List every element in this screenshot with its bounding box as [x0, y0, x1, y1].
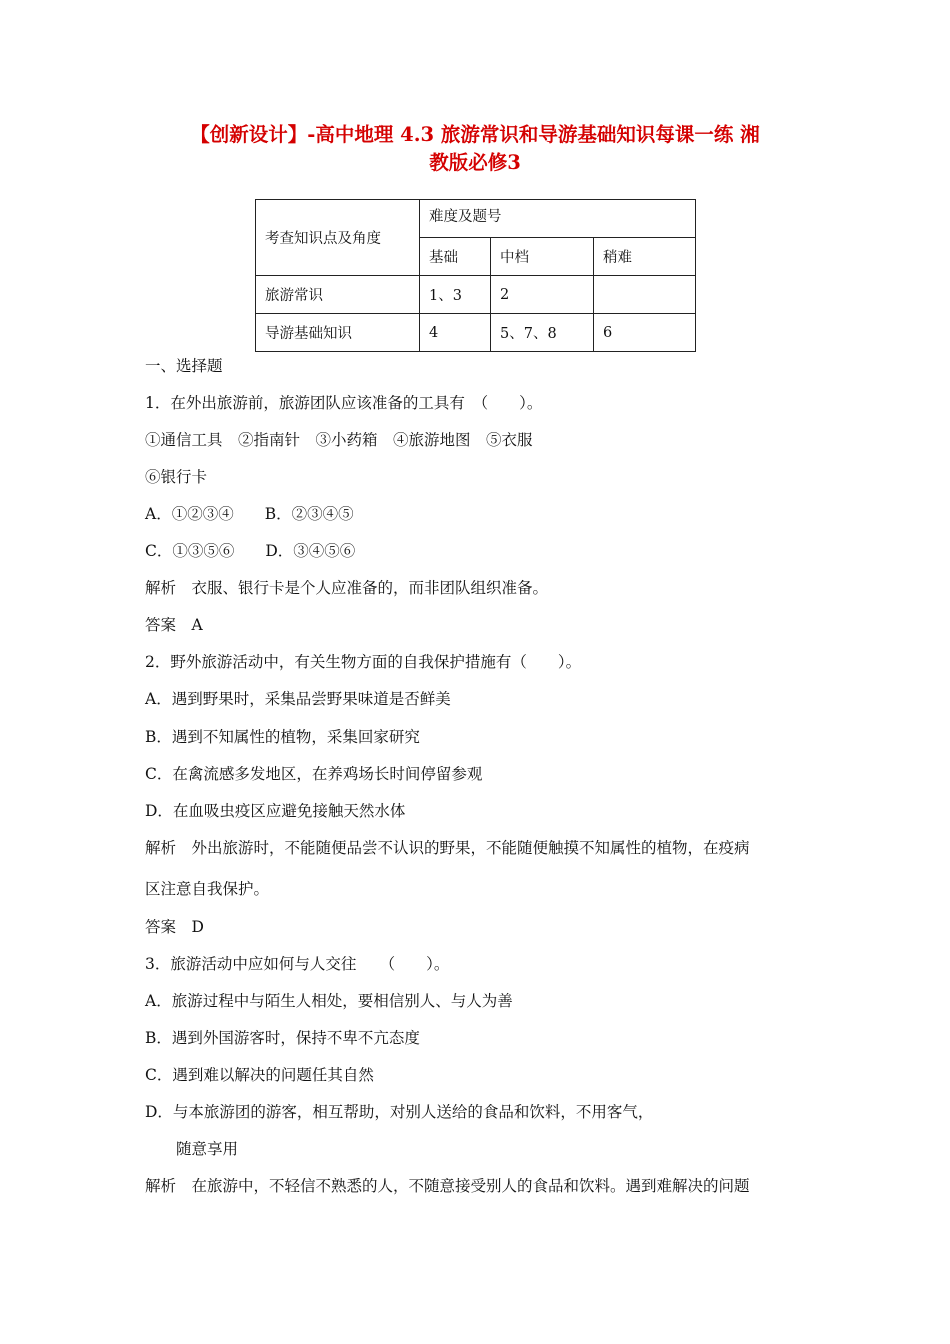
table-row	[256, 276, 696, 314]
question-2-option-c: C．在禽流感多发地区，在养鸡场长时间停留参观	[145, 765, 483, 783]
table-level-hard: 稍难	[594, 238, 696, 276]
title-line-2: 教版必修3	[429, 151, 521, 174]
question-3-option-d-cont: 随意享用	[176, 1140, 239, 1158]
question-1-answer: 答案 A	[145, 616, 203, 634]
title-line-1: 【创新设计】-高中地理 4.3 旅游常识和导游基础知识每课一练 湘	[190, 123, 760, 146]
question-1-options-ab: A．①②③④ B．②③④⑤	[145, 505, 354, 523]
question-3-option-a: A．旅游过程中与陌生人相处，要相信别人、与人为善	[145, 992, 513, 1010]
question-3-analysis: 解析 在旅游中，不轻信不熟悉的人，不随意接受别人的食品和饮料。遇到难解决的问题	[145, 1177, 750, 1195]
question-3-option-b: B．遇到外国游客时，保持不卑不亢态度	[145, 1029, 420, 1047]
table-row	[256, 314, 696, 352]
table-cell-hard: 6	[594, 314, 696, 352]
question-1-analysis: 解析 衣服、银行卡是个人应准备的，而非团队组织准备。	[145, 579, 549, 597]
question-2-stem: 2．野外旅游活动中，有关生物方面的自我保护措施有（ ）。	[145, 653, 582, 671]
table-level-medium: 中档	[491, 238, 594, 276]
question-1-options-cd: C．①③⑤⑥ D．③④⑤⑥	[145, 542, 356, 560]
table-header-difficulty: 难度及题号	[420, 200, 696, 238]
question-2-option-a: A．遇到野果时，采集品尝野果味道是否鲜美	[145, 690, 451, 708]
table-cell-hard	[594, 276, 696, 314]
table-cell-medium: 2	[491, 276, 594, 314]
question-1-items: ①通信工具 ②指南针 ③小药箱 ④旅游地图 ⑤衣服	[145, 431, 533, 449]
table-cell-topic: 导游基础知识	[256, 314, 420, 352]
table-cell-basic: 1、3	[420, 276, 491, 314]
table-level-basic: 基础	[420, 238, 491, 276]
knowledge-difficulty-table	[255, 199, 696, 352]
question-2-answer: 答案 D	[145, 918, 204, 936]
question-2-option-b: B．遇到不知属性的植物，采集回家研究	[145, 728, 420, 746]
question-1-stem: 1．在外出旅游前，旅游团队应该准备的工具有 （ ）。	[145, 394, 543, 412]
table-header-topic: 考查知识点及角度	[256, 200, 420, 276]
table-cell-medium: 5、7、8	[491, 314, 594, 352]
question-3-option-c: C．遇到难以解决的问题任其自然	[145, 1066, 374, 1084]
question-3-stem: 3．旅游活动中应如何与人交往 （ ）。	[145, 955, 450, 973]
question-2-option-d: D．在血吸虫疫区应避免接触天然水体	[145, 802, 406, 820]
question-2-analysis-cont: 区注意自我保护。	[145, 880, 270, 898]
table-cell-basic: 4	[420, 314, 491, 352]
question-3-option-d: D．与本旅游团的游客，相互帮助，对别人送给的食品和饮料，不用客气，	[145, 1103, 654, 1121]
document-title	[120, 121, 830, 177]
table-cell-topic: 旅游常识	[256, 276, 420, 314]
section-heading: 一、选择题	[145, 357, 223, 375]
question-2-analysis: 解析 外出旅游时，不能随便品尝不认识的野果，不能随便触摸不知属性的植物，在疫病	[145, 839, 750, 857]
question-1-items-cont: ⑥银行卡	[145, 468, 208, 486]
